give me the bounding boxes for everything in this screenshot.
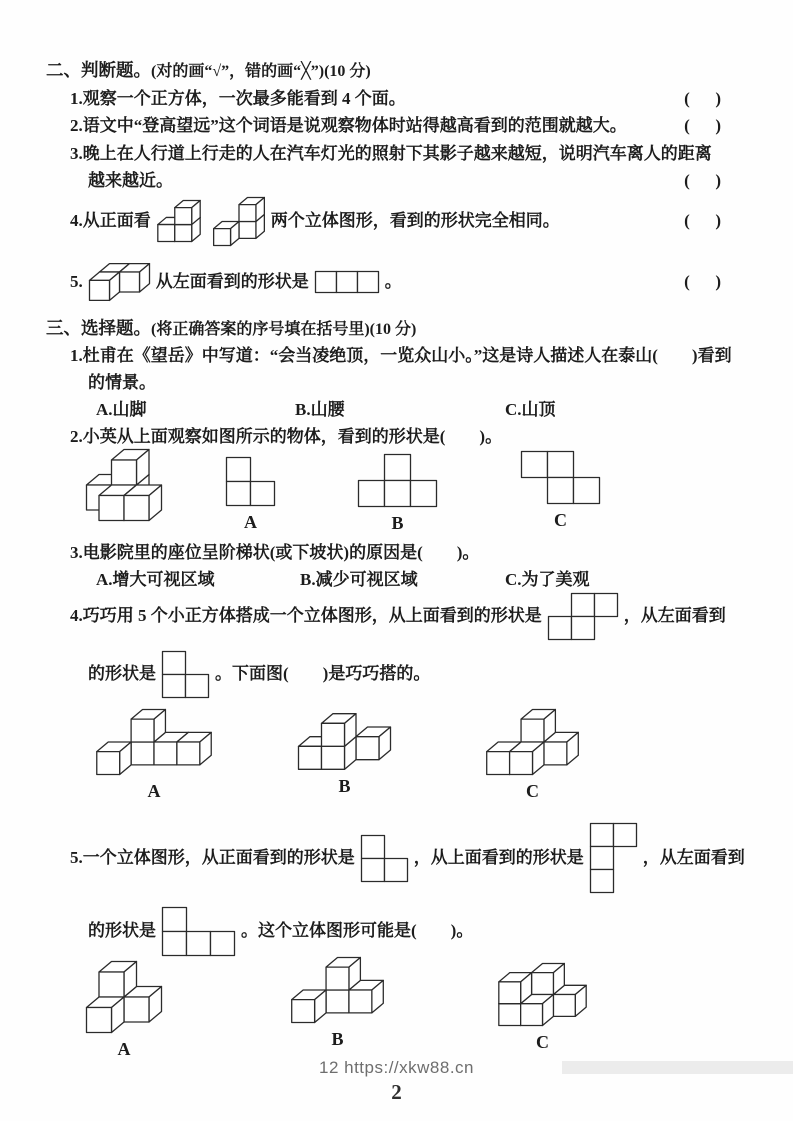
- top-view-grid: [589, 822, 638, 894]
- judge-item-2-text: 2.语文中“登高望远”这个词语是说观察物体时站得越高看到的范围就越大。: [70, 116, 627, 135]
- q5-line2-pre: 的形状是: [88, 921, 156, 940]
- q3-option-a[interactable]: A.增大可视区域: [96, 570, 215, 589]
- cube-figure-left: [156, 199, 202, 243]
- cube-figure: [297, 712, 392, 771]
- section2-header: [46, 57, 371, 85]
- answer-bracket[interactable]: ( ): [684, 116, 721, 135]
- section3-title: 三、选择题。: [46, 318, 151, 338]
- judge-item-1-text: 1.观察一个正方体，一次最多能看到 4 个面。: [70, 89, 406, 108]
- view-shape-grid: [357, 453, 438, 508]
- choice-q1-line1: 1.杜甫在《望岳》中写道：“会当凌绝顶，一览众山小。”这是诗人描述人在泰山( )看到: [70, 346, 732, 365]
- q4-option-a-figure[interactable]: [95, 708, 213, 801]
- view-shape-grid: [520, 450, 601, 505]
- judge-item-5-pre: 5.: [70, 272, 83, 291]
- judge-item-2: [70, 113, 721, 139]
- watermark-url: 12 https://xkw88.cn: [318, 1058, 475, 1077]
- q1-option-b[interactable]: B.山腰: [295, 400, 345, 419]
- section3-note: (将正确答案的序号填在括号里)(10 分): [151, 321, 417, 338]
- q4-option-c-figure[interactable]: [485, 708, 580, 801]
- option-label: B: [338, 776, 351, 796]
- q2-option-c-figure[interactable]: [520, 450, 601, 530]
- cube-figure: [290, 956, 385, 1024]
- answer-bracket[interactable]: ( ): [684, 211, 721, 230]
- top-view-grid: [547, 592, 619, 641]
- judge-item-5: [70, 254, 721, 310]
- judge-item-5-mid: 从左面看到的形状是: [155, 272, 309, 291]
- option-label: A: [244, 512, 257, 532]
- choice-q4-line2: [88, 646, 753, 702]
- q5-option-a-figure[interactable]: [85, 960, 163, 1059]
- q5-option-b-figure[interactable]: [290, 956, 385, 1049]
- option-label: C: [554, 510, 567, 530]
- left-view-grid: [161, 906, 236, 957]
- choice-q3-text: 3.电影院里的座位呈阶梯状(或下坡状)的原因是( )。: [70, 543, 480, 562]
- choice-q2-text: 2.小英从上面观察如图所示的物体，看到的形状是( )。: [70, 427, 503, 446]
- answer-bracket[interactable]: ( ): [684, 272, 721, 291]
- page-number: 2: [391, 1080, 402, 1104]
- q5-option-c-figure[interactable]: [497, 962, 588, 1052]
- answer-bracket[interactable]: ( ): [684, 171, 721, 190]
- cube-figure: [485, 708, 580, 776]
- judge-item-3-line1: [70, 141, 721, 167]
- option-label: A: [147, 781, 161, 801]
- judge-item-5-post: 。: [384, 272, 402, 291]
- option-label: C: [536, 1032, 549, 1052]
- section2-title: 二、判断题。: [46, 60, 151, 80]
- q2-object-figure: [85, 448, 163, 522]
- q4-line1-pre: 4.巧巧用 5 个小正方体搭成一个立体图形，从上面看到的形状是: [70, 606, 542, 625]
- cube-figure: [85, 960, 163, 1034]
- judge-item-4: [70, 190, 721, 252]
- view-shape-grid: [314, 270, 380, 294]
- answer-bracket[interactable]: ( ): [684, 89, 721, 108]
- judge-item-3-text: 3.晚上在人行道上行走的人在汽车灯光的照射下其影子越来越短，说明汽车离人的距离: [70, 144, 712, 163]
- q1-option-a[interactable]: A.山脚: [96, 400, 147, 419]
- cube-figure-right: [212, 196, 266, 247]
- judge-item-3-text2: 越来越近。: [88, 171, 173, 190]
- q3-option-b[interactable]: B.减少可视区域: [300, 570, 418, 589]
- q5-line1-mid: ，从上面看到的形状是: [413, 848, 584, 867]
- section3-header: [46, 315, 416, 343]
- q2-option-a-figure[interactable]: [225, 456, 276, 532]
- q3-option-c[interactable]: C.为了美观: [505, 570, 590, 589]
- option-label: B: [391, 513, 404, 533]
- choice-q1-line2: 的情景。: [88, 373, 156, 392]
- view-shape-grid: [225, 456, 276, 507]
- judge-item-1: [70, 86, 721, 112]
- q4-line1-post: ，从左面看到: [623, 606, 726, 625]
- front-view-grid: [360, 834, 409, 883]
- choice-q5-line2: [88, 902, 753, 960]
- cube-figure: [95, 708, 213, 776]
- judge-item-4-post: 两个立体图形，看到的形状完全相同。: [270, 211, 560, 230]
- choice-q5-line1: [70, 812, 763, 904]
- option-label: B: [331, 1029, 344, 1049]
- q5-line2-post: 。这个立体图形可能是( )。: [241, 921, 474, 940]
- option-label: A: [117, 1039, 131, 1059]
- cube-figure: [88, 262, 151, 302]
- option-label: C: [526, 781, 539, 801]
- judge-item-4-pre: 4.从正面看: [70, 211, 151, 230]
- q4-line2-post: 。下面图( )是巧巧搭的。: [215, 664, 431, 683]
- section2-note: (对的画“√”，错的画“╳”)(10 分): [151, 63, 371, 80]
- cube-figure: [85, 448, 163, 522]
- cube-figure: [497, 962, 588, 1027]
- q1-option-c[interactable]: C.山顶: [505, 400, 556, 419]
- q4-option-b-figure[interactable]: [297, 712, 392, 796]
- choice-q4-line1: [70, 588, 753, 644]
- q4-line2-pre: 的形状是: [88, 664, 156, 683]
- left-view-grid: [161, 650, 210, 699]
- q2-option-b-figure[interactable]: [357, 453, 438, 533]
- q5-line1-post: ，从左面看到: [642, 848, 745, 867]
- q5-line1-pre: 5.一个立体图形，从正面看到的形状是: [70, 848, 355, 867]
